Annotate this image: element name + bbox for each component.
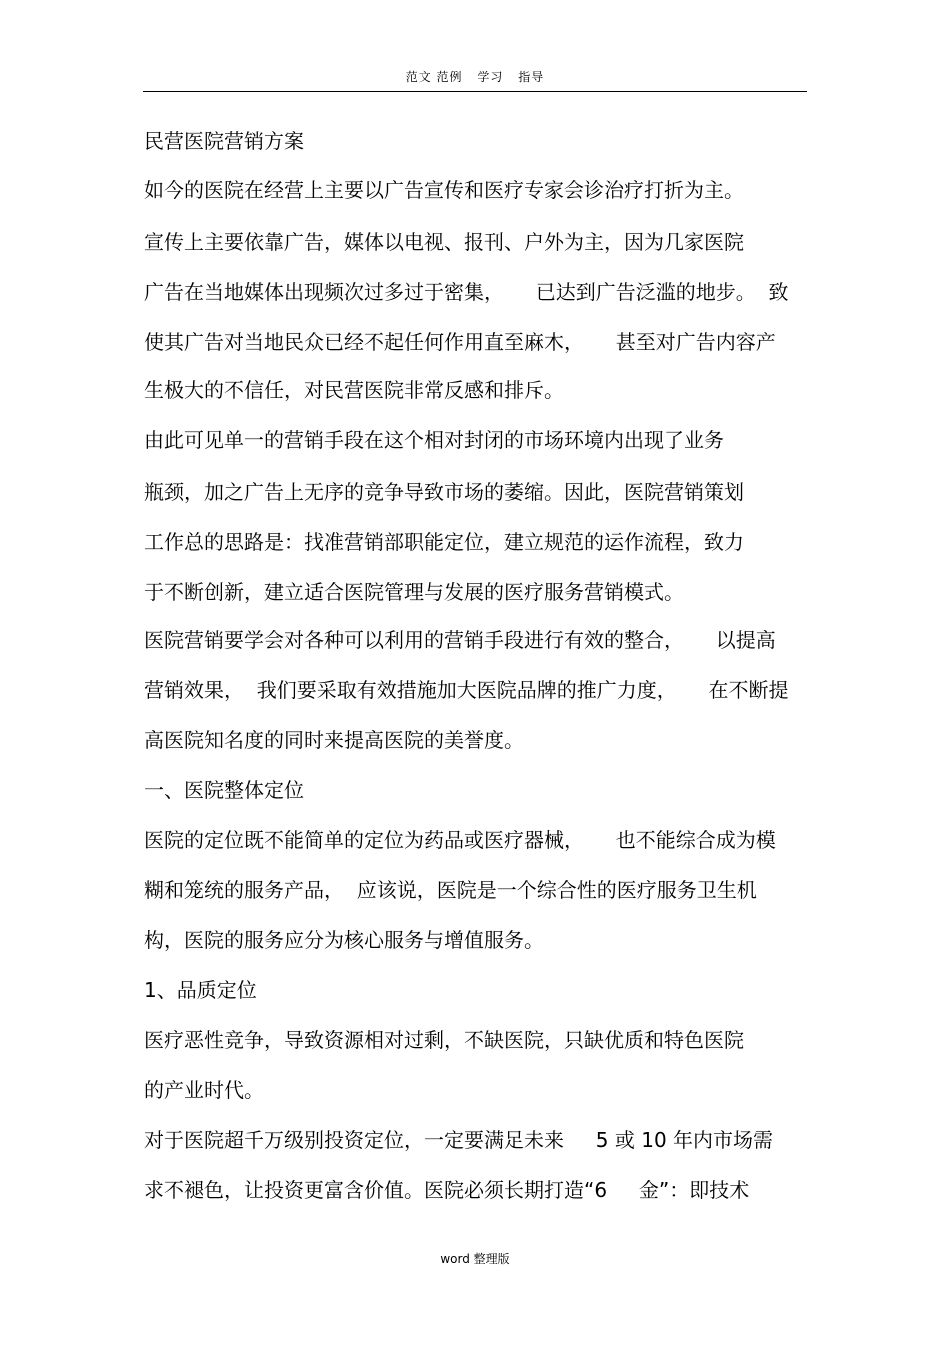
text-line: 高医院知名度的同时来提高医院的美誉度。	[144, 728, 524, 752]
header-item: 指导	[518, 70, 545, 84]
header-item: 范文 范例	[405, 70, 463, 84]
text-line: 如今的医院在经营上主要以广告宣传和医疗专家会诊治疗打折为主。	[144, 178, 744, 202]
text-line: 营销效果， 我们要采取有效措施加大医院品牌的推广力度， 在不断提	[144, 678, 789, 702]
text-line: 生极大的不信任，对民营医院非常反感和排斥。	[144, 378, 564, 402]
text-line: 糊和笼统的服务产品， 应该说，医院是一个综合性的医疗服务卫生机	[144, 878, 757, 902]
page-footer: word 整理版	[440, 1252, 510, 1266]
text-line: 工作总的思路是：找准营销部职能定位，建立规范的运作流程，致力	[144, 530, 744, 554]
text-line: 由此可见单一的营销手段在这个相对封闭的市场环境内出现了业务	[144, 428, 724, 452]
subsection-heading: 1、品质定位	[144, 978, 257, 1002]
page-header	[0, 68, 950, 85]
text-line: 于不断创新，建立适合医院管理与发展的医疗服务营销模式。	[144, 580, 684, 604]
text-line: 宣传上主要依靠广告，媒体以电视、报刊、户外为主，因为几家医院	[144, 230, 744, 254]
text-line: 构，医院的服务应分为核心服务与增值服务。	[144, 928, 544, 952]
section-heading: 一、医院整体定位	[144, 778, 304, 802]
text-line: 使其广告对当地民众已经不起任何作用直至麻木， 甚至对广告内容产	[144, 330, 776, 354]
text-line: 瓶颈，加之广告上无序的竞争导致市场的萎缩。因此，医院营销策划	[144, 480, 744, 504]
header-item: 学习	[477, 70, 504, 84]
text-line: 医院的定位既不能简单的定位为药品或医疗器械， 也不能综合成为模	[144, 828, 776, 852]
text-line: 医疗恶性竞争，导致资源相对过剩，不缺医院，只缺优质和特色医院	[144, 1028, 744, 1052]
header-divider	[143, 91, 807, 92]
text-line: 求不褪色，让投资更富含价值。医院必须长期打造“6 金”：即技术	[144, 1178, 750, 1202]
document-title: 民营医院营销方案	[144, 129, 304, 153]
text-line: 广告在当地媒体出现频次过多过于密集， 已达到广告泛滥的地步。 致	[144, 280, 789, 304]
text-line: 对于医院超千万级别投资定位，一定要满足未来 5 或 10 年内市场需	[144, 1128, 774, 1152]
text-line: 医院营销要学会对各种可以利用的营销手段进行有效的整合， 以提高	[144, 628, 776, 652]
text-line: 的产业时代。	[144, 1078, 264, 1102]
